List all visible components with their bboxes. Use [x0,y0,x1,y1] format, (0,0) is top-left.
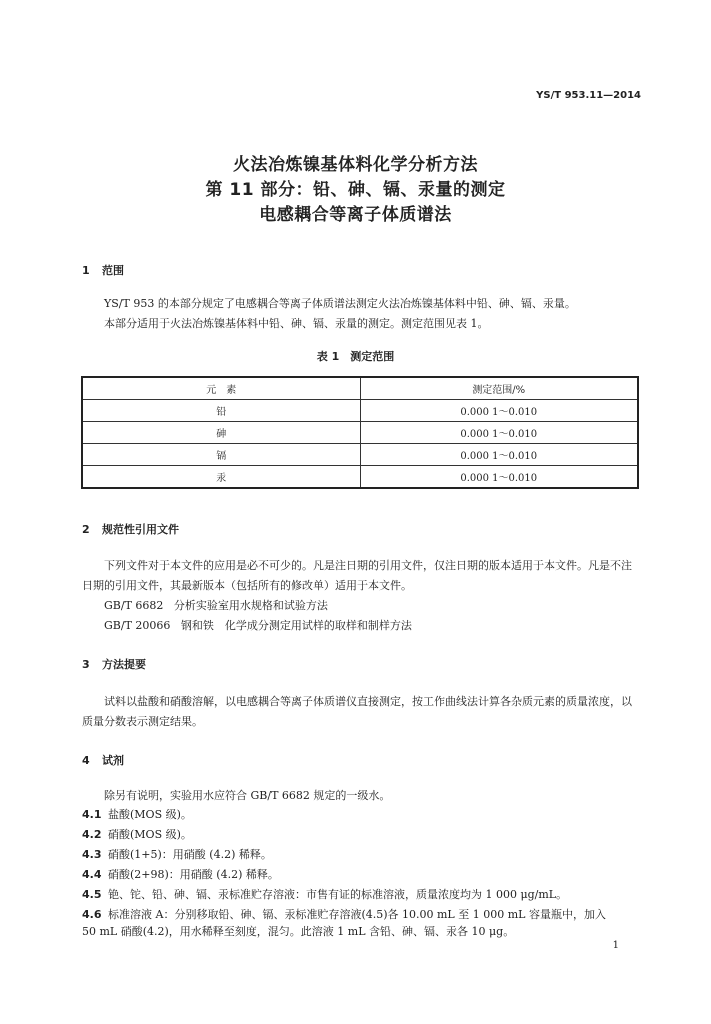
table-caption: 表 1 测定范围 [316,350,395,363]
item-number: 4.2 [82,828,102,841]
reference-title: 分析实验室用水规格和试验方法 [173,599,328,612]
table-cell-range: 0.000 1～0.010 [360,422,638,444]
title-line-2: 第 11 部分：铅、砷、镉、汞量的测定 [205,180,506,200]
range-table [81,376,639,489]
item-number: 4.5 [82,888,102,901]
section-heading-method [82,656,146,672]
title-line-3: 电感耦合等离子体质谱法 [259,205,452,225]
item-number: 4.3 [82,848,102,861]
scope-paragraph-1: YS/T 953 的本部分规定了电感耦合等离子体质谱法测定火法冶炼镍基体料中铅、砷、镉、汞量。 [104,297,576,310]
table-cell-element: 砷 [82,422,360,444]
table-cell-element: 铅 [82,400,360,422]
title-line-1: 火法冶炼镍基体料化学分析方法 [233,155,478,175]
reagent-item [82,846,272,862]
page-number: 1 [612,940,619,951]
section-title: 方法提要 [102,658,146,671]
table-header-element: 元 素 [82,377,360,400]
table-cell-element: 镉 [82,444,360,466]
table-header-row [82,377,638,400]
table-cell-element: 汞 [82,466,360,489]
reagent-item [82,866,279,882]
item-number: 4.1 [82,808,102,821]
item-number: 4.4 [82,868,102,881]
normative-reference [104,596,328,616]
normative-paragraph: 下列文件对于本文件的应用是必不可少的。凡是注日期的引用文件，仅注日期的版本适用于本文件。凡是不注日期的引用文件，其最新版本（包括所有的修改单）适用于本文件。 [82,559,632,592]
section-title: 范围 [102,264,124,277]
item-number: 4.6 [82,908,102,921]
table-header-range: 测定范围/% [360,377,638,400]
item-text: 盐酸(MOS 级)。 [108,808,192,821]
table-row [82,466,638,489]
section-number: 3 [82,658,90,671]
section-title: 试剂 [102,754,124,767]
reagents-intro: 除另有说明，实验用水应符合 GB/T 6682 规定的一级水。 [104,789,391,802]
section-number: 4 [82,754,90,767]
item-text: 硝酸(MOS 级)。 [108,828,192,841]
reagent-item-continuation: 50 mL 硝酸(4.2)，用水稀释至刻度，混匀。此溶液 1 mL 含铅、砷、镉、汞各 10 μg。 [82,925,515,938]
table-cell-range: 0.000 1～0.010 [360,444,638,466]
reference-code: GB/T 20066 [104,619,171,632]
section-number: 1 [82,264,90,277]
section-heading-normative [82,521,179,537]
item-text: 标准溶液 A：分别移取铅、砷、镉、汞标准贮存溶液(4.5)各 10.00 mL 至 1 000 mL 容量瓶中，加入 [108,908,606,921]
scope-paragraph-2: 本部分适用于火法冶炼镍基体料中铅、砷、镉、汞量的测定。测定范围见表 1。 [104,317,489,330]
item-text: 铯、铊、铅、砷、镉、汞标准贮存溶液：市售有证的标准溶液，质量浓度均为 1 000 μg/mL。 [108,888,568,901]
section-number: 2 [82,523,90,536]
table-row [82,400,638,422]
section-heading-reagents [82,752,124,768]
reference-title: 钢和铁 化学成分测定用试样的取样和制样方法 [180,619,412,632]
reagent-item [82,886,567,902]
standard-code: YS/T 953.11—2014 [536,90,641,101]
section-heading-scope [82,262,124,278]
table-row [82,422,638,444]
method-paragraph: 试料以盐酸和硝酸溶解，以电感耦合等离子体质谱仪直接测定，按工作曲线法计算各杂质元素的质量浓度，以质量分数表示测定结果。 [82,695,632,728]
item-text: 硝酸(1+5)：用硝酸 (4.2) 稀释。 [108,848,272,861]
item-text: 硝酸(2+98)：用硝酸 (4.2) 稀释。 [108,868,279,881]
table-row [82,444,638,466]
reagent-item [82,906,606,922]
normative-reference [104,616,412,636]
reagent-item [82,806,192,822]
reagent-item [82,826,192,842]
table-cell-range: 0.000 1～0.010 [360,466,638,489]
section-title: 规范性引用文件 [102,523,179,536]
reference-code: GB/T 6682 [104,599,164,612]
table-cell-range: 0.000 1～0.010 [360,400,638,422]
